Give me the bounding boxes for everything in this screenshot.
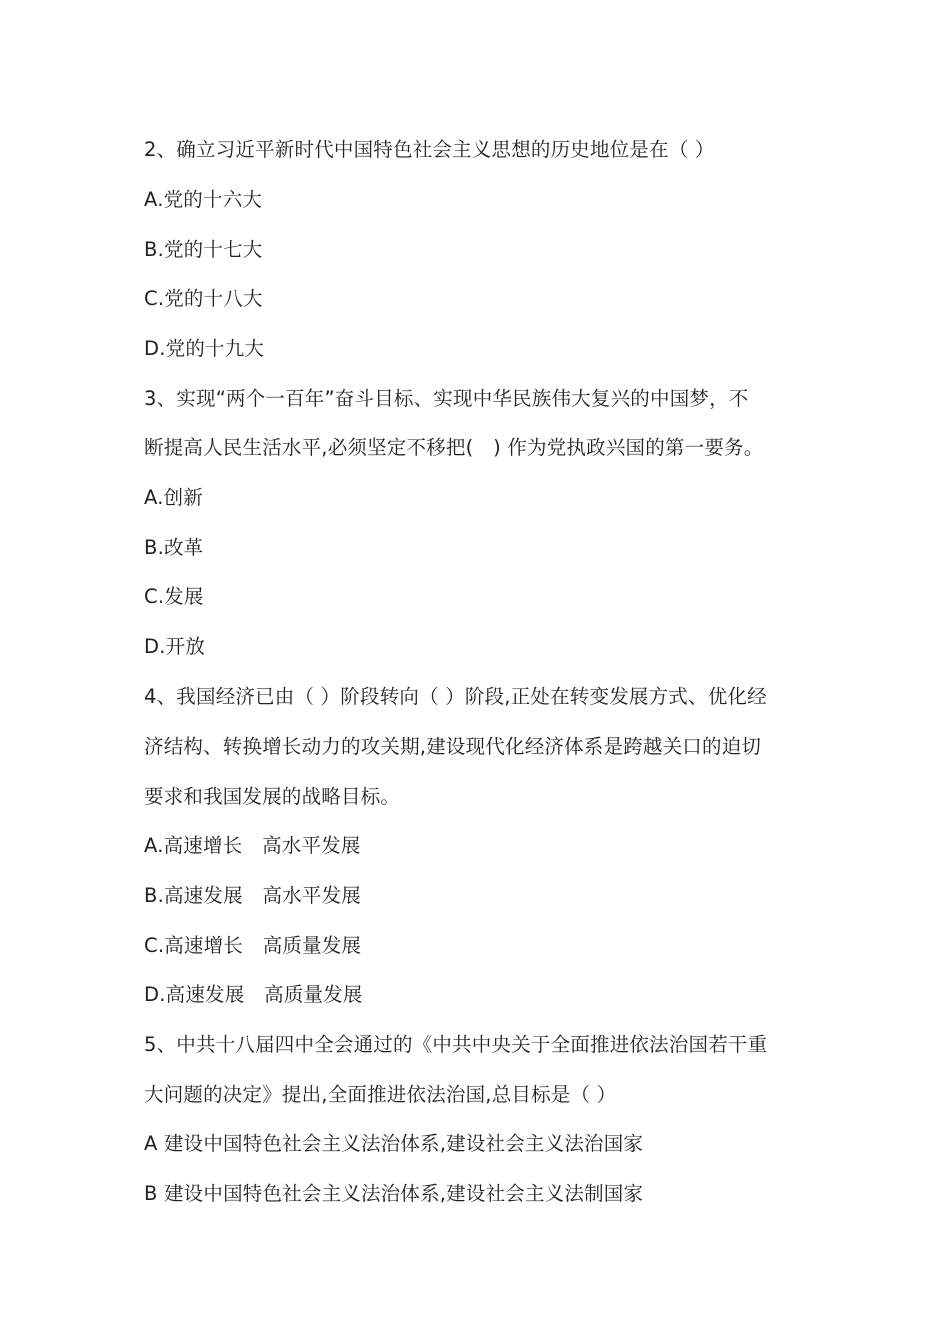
question-5-option-a: A 建设中国特色社会主义法治体系,建设社会主义法治国家 [144, 1132, 644, 1155]
question-3-option-b: B.改革 [144, 536, 204, 559]
question-4-option-a: A.高速增长 高水平发展 [144, 834, 361, 857]
question-2-stem: 2、确立习近平新时代中国特色社会主义思想的历史地位是在（ ） [144, 138, 715, 161]
question-4-option-d: D.高速发展 高质量发展 [144, 983, 363, 1006]
question-2-option-b: B.党的十七大 [144, 238, 263, 261]
question-2-option-a: A.党的十六大 [144, 188, 263, 211]
question-2-option-c: C.党的十八大 [144, 287, 263, 310]
question-4-option-c: C.高速增长 高质量发展 [144, 934, 362, 957]
question-5-stem-line-1: 5、中共十八届四中全会通过的《中共中央关于全面推进依法治国若干重 [144, 1033, 768, 1056]
question-4-stem-line-1: 4、我国经济已由（ ）阶段转向（ ）阶段,正处在转变发展方式、优化经 [144, 685, 767, 708]
question-3-stem-line-2: 断提高人民生活水平,必须坚定不移把( ) 作为党执政兴国的第一要务。 [144, 436, 764, 459]
question-4-stem-line-2: 济结构、转换增长动力的攻关期,建设现代化经济体系是跨越关口的迫切 [144, 735, 762, 758]
question-3-option-c: C.发展 [144, 585, 204, 608]
question-4-option-b: B.高速发展 高水平发展 [144, 884, 361, 907]
question-5-stem-line-2: 大问题的决定》提出,全面推进依法治国,总目标是（ ） [144, 1083, 617, 1106]
question-5-option-b: B 建设中国特色社会主义法治体系,建设社会主义法制国家 [144, 1182, 644, 1205]
question-3-option-d: D.开放 [144, 635, 206, 658]
question-2-option-d: D.党的十九大 [144, 337, 265, 360]
question-4-stem-line-3: 要求和我国发展的战略目标。 [144, 785, 401, 808]
question-3-option-a: A.创新 [144, 486, 203, 509]
question-3-stem-line-1: 3、实现“两个一百年”奋斗目标、实现中华民族伟大复兴的中国梦，不 [144, 387, 749, 410]
